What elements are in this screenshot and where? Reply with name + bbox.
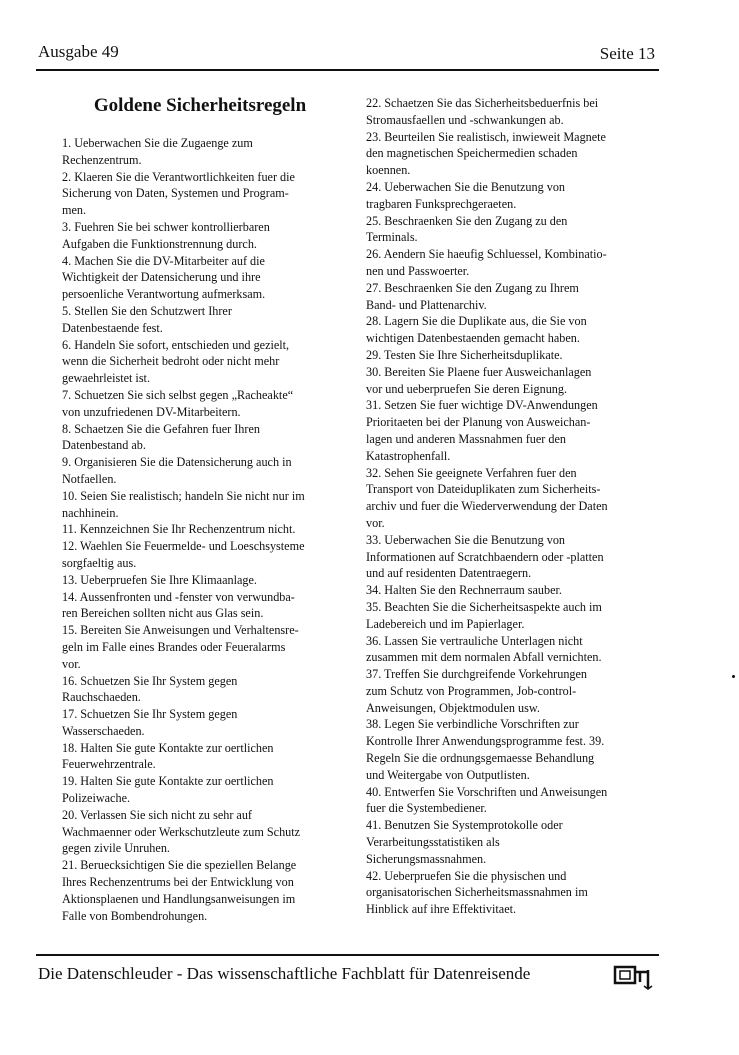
rule-item: 17. Schuetzen Sie Ihr System gegen Wasserschaeden. [62, 707, 238, 738]
rule-item: 25. Beschraenken Sie den Zugang zu den Terminals. [366, 213, 568, 245]
rule-item: 29. Testen Sie Ihre Sicherheitsduplikate. [366, 347, 563, 362]
rule-item: 32. Sehen Sie geeignete Verfahren fuer den Transport von Dateiduplikaten zum Sicherheits- archiv und fuer die Wiederverwendung der Daten vor. [366, 465, 608, 530]
rule-item: 42. Ueberpruefen Sie die physischen und organisatorischen Sicherheitsmassnahmen im Hinblick auf ihre Effektivitaet. [366, 868, 588, 917]
page-number: Seite 13 [599, 44, 655, 63]
rule-item: 20. Verlassen Sie sich nicht zu sehr auf Wachmaenner oder Werkschutzleute zum Schutz gegen zivile Unruhen. [62, 807, 301, 856]
rule-item: 9. Organisieren Sie die Datensicherung auch in Notfaellen. [62, 455, 292, 486]
rule-item: 2. Klaeren Sie die Verantwortlichkeiten fuer die Sicherung von Daten, Systemen und Program- men. [62, 169, 295, 218]
left-column [62, 95, 338, 924]
rule-item: 30. Bereiten Sie Plaene fuer Ausweichanlagen vor und ueberpruefen Sie deren Eignung. [366, 364, 592, 396]
issue-number: Ausgabe 49 [38, 42, 119, 61]
rule-item: 6. Handeln Sie sofort, entschieden und gezielt, wenn die Sicherheit bedroht oder nicht mehr gewaehrleistet ist. [62, 337, 290, 386]
rule-item: 16. Schuetzen Sie Ihr System gegen Rauchschaeden. [62, 673, 238, 705]
footer-tagline: Die Datenschleuder - Das wissenschaftliche Fachblatt für Datenreisende [38, 964, 531, 983]
rule-item: 28. Lagern Sie die Duplikate aus, die Sie von wichtigen Datenbestaenden gemacht haben. [366, 314, 587, 346]
right-column [366, 95, 644, 918]
rule-item: 33. Ueberwachen Sie die Benutzung von Informationen auf Scratchbaendern oder -platten und auf residenten Datentraegern. [366, 532, 604, 581]
rule-item: 26. Aendern Sie haeufig Schluessel, Kombinatio- nen und Passwoerter. [366, 247, 607, 278]
rule-item: 15. Bereiten Sie Anweisungen und Verhaltensre- geln im Falle eines Brandes oder Feueralarms vor. [62, 623, 299, 671]
rule-item: 41. Benutzen Sie Systemprotokolle oder Verarbeitungsstatistiken als Sicherungsmassnahmen. [366, 818, 563, 866]
article-title: Goldene Sicherheitsregeln [93, 95, 307, 116]
scan-speck [732, 675, 735, 678]
rule-item: 19. Halten Sie gute Kontakte zur oertlichen Polizeiwache. [62, 774, 274, 806]
rule-item: 31. Setzen Sie fuer wichtige DV-Anwendungen Prioritaeten bei der Planung von Ausweichan- lagen und anderen Massnahmen fuer den Katastrophenfall. [366, 398, 598, 463]
footer-divider [36, 954, 659, 956]
header-divider [36, 69, 659, 71]
rule-item: 27. Beschraenken Sie den Zugang zu Ihrem Band- und Plattenarchiv. [366, 280, 579, 312]
rule-item: 35. Beachten Sie die Sicherheitsaspekte auch im Ladebereich und im Papierlager. [366, 599, 602, 631]
rule-item: 37. Treffen Sie durchgreifende Vorkehrungen zum Schutz von Programmen, Job-control- Anweisungen, Objektmodulen usw. [366, 667, 588, 715]
rule-item: 11. Kennzeichnen Sie Ihr Rechenzentrum nicht. [62, 522, 296, 537]
rule-item: 40. Entwerfen Sie Vorschriften und Anweisungen fuer die Systembediener. [366, 784, 608, 816]
rule-item: 13. Ueberpruefen Sie Ihre Klimaanlage. [62, 572, 257, 587]
rule-item: 21. Beruecksichtigen Sie die speziellen Belange Ihres Rechenzentrums bei der Entwicklung von Aktionsplaenen und Handlungsanweisungen im Falle von Bombendrohungen. [62, 858, 297, 923]
rule-item: 34. Halten Sie den Rechnerraum sauber. [366, 583, 562, 598]
rule-item: 38. Legen Sie verbindliche Vorschriften zur Kontrolle Ihrer Anwendungsprogramme fest. 39. Regeln Sie die ordnungsgemaesse Behandlung und Weitergabe von Outputlisten. [366, 717, 605, 782]
rule-item: 10. Seien Sie realistisch; handeln Sie nicht nur im nachhinein. [62, 488, 305, 520]
rule-item: 23. Beurteilen Sie realistisch, inwieweit Magnete den magnetischen Speichermedien schaden koennen. [366, 129, 606, 178]
rule-item: 1. Ueberwachen Sie die Zugaenge zum Rechenzentrum. [62, 136, 253, 167]
rule-item: 22. Schaetzen Sie das Sicherheitsbeduerfnis bei Stromausfaellen und -schwankungen ab. [366, 96, 599, 127]
rule-item: 18. Halten Sie gute Kontakte zur oertlichen Feuerwehrzentrale. [62, 740, 274, 772]
rules-list-right [366, 95, 644, 918]
rule-item: 8. Schaetzen Sie die Gefahren fuer Ihren Datenbestand ab. [62, 421, 260, 453]
rule-item: 5. Stellen Sie den Schutzwert Ihrer Datenbestaende fest. [62, 303, 232, 335]
chaos-knoten-logo-icon [612, 962, 656, 990]
rule-item: 24. Ueberwachen Sie die Benutzung von tragbaren Funksprechgeraeten. [366, 179, 566, 211]
rule-item: 7. Schuetzen Sie sich selbst gegen „Racheakte“ von unzufriedenen DV-Mitarbeitern. [62, 387, 294, 419]
rule-item: 12. Waehlen Sie Feuermelde- und Loeschsysteme sorgfaeltig aus. [62, 539, 305, 570]
rules-list-left [62, 135, 338, 924]
rule-item: 36. Lassen Sie vertrauliche Unterlagen nicht zusammen mit dem normalen Abfall vernichten. [366, 633, 602, 665]
rule-item: 3. Fuehren Sie bei schwer kontrollierbaren Aufgaben die Funktionstrennung durch. [62, 219, 270, 251]
rule-item: 4. Machen Sie die DV-Mitarbeiter auf die Wichtigkeit der Datensicherung und ihre persoenliche Verantwortung aufmerksam. [62, 253, 266, 302]
rule-item: 14. Aussenfronten und -fenster von verwundba- ren Bereichen sollten nicht aus Glas sein. [62, 589, 295, 621]
